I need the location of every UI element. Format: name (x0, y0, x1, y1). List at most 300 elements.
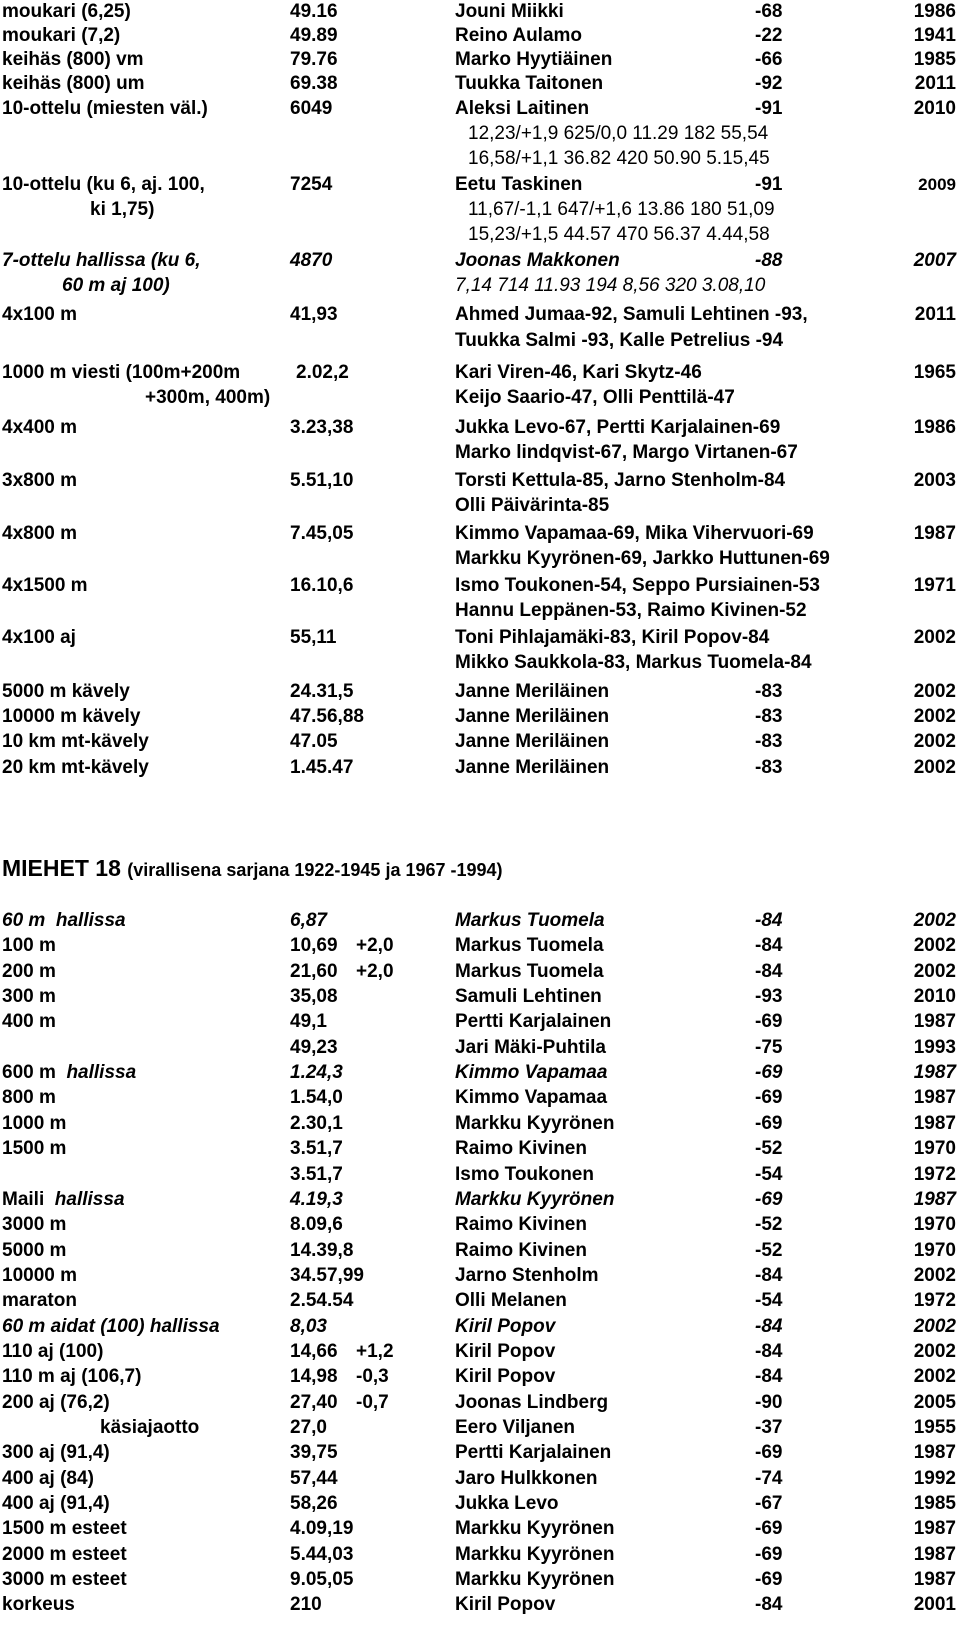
record-year: 1987 (913, 1087, 956, 1108)
event-detail-row (0, 147, 960, 171)
birth-year: -22 (755, 25, 783, 46)
record-result: 8,03 (290, 1316, 327, 1337)
record-result: 21,60 (290, 961, 338, 982)
event-label: käsiajaotto (100, 1417, 200, 1438)
record-row (0, 1010, 960, 1034)
event-name: 7-ottelu hallissa (ku 6, (2, 250, 201, 271)
event-label: 110 m aj (106,7) (2, 1366, 142, 1387)
event-name: 20 km mt-kävely (2, 757, 149, 778)
birth-year: -91 (755, 98, 783, 119)
record-row (0, 1492, 960, 1516)
birth-year: -52 (755, 1214, 783, 1235)
birth-year: -67 (755, 1493, 783, 1514)
event-name (2, 1137, 66, 1161)
event-name: 4x100 m (2, 304, 78, 325)
record-year: 2003 (913, 470, 956, 491)
event-label: 1000 m (2, 1113, 67, 1134)
record-result: 4870 (290, 250, 333, 271)
record-row (0, 249, 960, 273)
record-result: 14.39,8 (290, 1240, 354, 1261)
event-label: 2000 m esteet (2, 1544, 127, 1565)
event-label: 110 aj (100) (2, 1341, 104, 1362)
athlete-name: Raimo Kivinen (455, 1214, 587, 1235)
event-name: 3x800 m (2, 470, 78, 491)
birth-year: -69 (755, 1011, 783, 1032)
birth-year: -52 (755, 1240, 783, 1261)
relay-team-line: Kimmo Vapamaa-69, Mika Vihervuori-69 (455, 523, 814, 544)
event-label: 3000 m esteet (2, 1569, 127, 1590)
relay-row-cont (0, 599, 960, 623)
event-name-cont: 60 m aj 100) (62, 275, 170, 296)
event-name (2, 1593, 75, 1617)
event-label: 5000 m (2, 1240, 67, 1261)
event-name (2, 985, 56, 1009)
event-name: 4x800 m (2, 523, 78, 544)
event-name-cont: ki 1,75) (90, 199, 155, 220)
birth-year: -54 (755, 1164, 783, 1185)
record-year: 1987 (913, 1544, 956, 1565)
record-year: 2002 (913, 627, 956, 648)
record-year: 2005 (913, 1392, 956, 1413)
event-name (2, 909, 126, 933)
event-name (2, 960, 56, 984)
relay-team-line: Markku Kyyrönen-69, Jarkko Huttunen-69 (455, 548, 830, 569)
athlete-name: Kiril Popov (455, 1366, 556, 1387)
record-result: 49.89 (290, 25, 338, 46)
record-result: 34.57,99 (290, 1265, 364, 1286)
event-qualifier: hallissa (54, 1189, 125, 1210)
relay-team-line: Marko lindqvist-67, Margo Virtanen-67 (455, 442, 798, 463)
record-result: 55,11 (290, 627, 337, 648)
record-result: 3.51,7 (290, 1138, 343, 1159)
athlete-name: Eero Viljanen (455, 1417, 576, 1438)
event-name (100, 1416, 199, 1440)
record-result: 1.45.47 (290, 757, 354, 778)
record-row (0, 934, 960, 958)
event-label: maraton (2, 1290, 77, 1311)
record-result: 3.51,7 (290, 1164, 343, 1185)
record-row (0, 1593, 960, 1617)
athlete-name: Markku Kyyrönen (455, 1544, 615, 1565)
birth-year: -69 (755, 1518, 783, 1539)
event-name (2, 1441, 110, 1465)
record-row (0, 1163, 960, 1187)
relay-team-line: Hannu Leppänen-53, Raimo Kivinen-52 (455, 600, 807, 621)
section-title: MIEHET 18 (2, 855, 121, 881)
athlete-name: Raimo Kivinen (455, 1240, 587, 1261)
event-label: 400 aj (84) (2, 1468, 94, 1489)
record-result: 4.19,3 (290, 1189, 343, 1210)
event-name (2, 1112, 66, 1136)
record-year: 1987 (913, 1011, 956, 1032)
relay-row (0, 522, 960, 546)
record-result: 1.54,0 (290, 1087, 343, 1108)
event-label: 1500 m (2, 1138, 67, 1159)
event-name (2, 1213, 66, 1237)
wind-reading: +2,0 (356, 935, 394, 956)
relay-row (0, 361, 960, 385)
event-name (2, 1315, 220, 1339)
record-row (0, 1061, 960, 1085)
record-result: 49,23 (290, 1037, 338, 1058)
relay-row (0, 303, 960, 327)
record-row (0, 960, 960, 984)
record-row (0, 1137, 960, 1161)
event-name (2, 1264, 77, 1288)
athlete-name: Eetu Taskinen (455, 174, 583, 195)
event-name: keihäs (800) vm (2, 49, 144, 70)
event-details: 7,14 714 11.93 194 8,56 320 3.08,10 (455, 275, 766, 296)
event-name (2, 1188, 125, 1212)
record-result: 3.23,38 (290, 417, 354, 438)
record-result: 8.09,6 (290, 1214, 343, 1235)
event-qualifier: hallissa (66, 1062, 137, 1083)
athlete-name: Markku Kyyrönen (455, 1113, 615, 1134)
event-detail-row (0, 122, 960, 146)
record-year: 1985 (913, 49, 956, 70)
birth-year: -83 (755, 706, 783, 727)
record-year: 1965 (913, 362, 956, 383)
relay-team-line: Tuukka Salmi -93, Kalle Petrelius -94 (455, 330, 784, 351)
athlete-name: Janne Meriläinen (455, 757, 610, 778)
athlete-name: Pertti Karjalainen (455, 1442, 612, 1463)
birth-year: -83 (755, 731, 783, 752)
event-label: 60 m aidat (100) hallissa (2, 1316, 220, 1337)
event-name: 4x400 m (2, 417, 78, 438)
relay-row-cont (0, 329, 960, 353)
record-year: 2002 (913, 1265, 956, 1286)
event-label: 200 m (2, 961, 56, 982)
event-label: 300 aj (91,4) (2, 1442, 110, 1463)
athlete-name: Jari Mäki-Puhtila (455, 1037, 606, 1058)
wind-reading: +1,2 (356, 1341, 394, 1362)
record-row (0, 1086, 960, 1110)
record-year: 2002 (913, 706, 956, 727)
record-row (0, 97, 960, 121)
athlete-name: Ismo Toukonen (455, 1164, 594, 1185)
record-row (0, 985, 960, 1009)
birth-year: -69 (755, 1087, 783, 1108)
event-name: 5000 m kävely (2, 681, 130, 702)
event-name (2, 1239, 66, 1263)
athlete-name: Markku Kyyrönen (455, 1189, 615, 1210)
relay-row-cont (0, 651, 960, 675)
record-result: 7.45,05 (290, 523, 354, 544)
relay-team-line: Torsti Kettula-85, Jarno Stenholm-84 (455, 470, 786, 491)
athlete-name: Joonas Lindberg (455, 1392, 609, 1413)
record-row (0, 1365, 960, 1389)
event-name: 10-ottelu (miesten väl.) (2, 98, 208, 119)
relay-row-cont (0, 386, 960, 410)
event-detail-row (0, 274, 960, 298)
record-row (0, 24, 960, 48)
record-result: 39,75 (290, 1442, 338, 1463)
record-year: 2002 (913, 1316, 956, 1337)
birth-year: -52 (755, 1138, 783, 1159)
birth-year: -84 (755, 1341, 783, 1362)
record-year: 2002 (913, 961, 956, 982)
record-row (0, 705, 960, 729)
record-row (0, 1315, 960, 1339)
event-name (2, 1391, 110, 1415)
event-name (2, 1365, 141, 1389)
athlete-name: Marko Hyytiäinen (455, 49, 613, 70)
record-result: 49,1 (290, 1011, 327, 1032)
record-result: 47.56,88 (290, 706, 364, 727)
record-result: 14,66 (290, 1341, 338, 1362)
event-name (2, 1543, 127, 1567)
relay-team-line: Jukka Levo-67, Pertti Karjalainen-69 (455, 417, 781, 438)
record-year: 2011 (914, 73, 956, 94)
record-year: 2002 (913, 731, 956, 752)
wind-reading: -0,3 (356, 1366, 389, 1387)
record-row (0, 1289, 960, 1313)
record-result: 2.54.54 (290, 1290, 354, 1311)
record-year: 1987 (913, 1442, 956, 1463)
record-result: 7254 (290, 174, 333, 195)
record-year: 2002 (913, 1366, 956, 1387)
birth-year: -75 (755, 1037, 783, 1058)
event-label: 3000 m (2, 1214, 67, 1235)
record-year: 1987 (913, 1189, 956, 1210)
record-result: 1.24,3 (290, 1062, 343, 1083)
event-label: 10000 m (2, 1265, 78, 1286)
birth-year: -69 (755, 1442, 783, 1463)
record-year: 2002 (913, 910, 956, 931)
relay-team-line: Toni Pihlajamäki-83, Kiril Popov-84 (455, 627, 770, 648)
record-result: 6049 (290, 98, 333, 119)
record-year: 1987 (913, 1113, 956, 1134)
record-year: 1986 (913, 1, 956, 22)
record-result: 2.02,2 (296, 362, 349, 383)
wind-reading: +2,0 (356, 961, 394, 982)
event-label: 800 m (2, 1087, 56, 1108)
record-row (0, 756, 960, 780)
event-name (2, 1010, 56, 1034)
record-year: 2002 (913, 935, 956, 956)
record-year: 1941 (913, 25, 956, 46)
record-year: 1987 (913, 1518, 956, 1539)
athlete-name: Jouni Miikki (455, 1, 564, 22)
athlete-name: Aleksi Laitinen (455, 98, 590, 119)
record-result: 210 (290, 1594, 322, 1615)
relay-row-cont (0, 494, 960, 518)
event-label: 400 m (2, 1011, 56, 1032)
event-label: korkeus (2, 1594, 75, 1615)
record-row (0, 680, 960, 704)
record-row (0, 1036, 960, 1060)
relay-team-line: Olli Päivärinta-85 (455, 495, 610, 516)
event-label: 200 aj (76,2) (2, 1392, 110, 1413)
record-result: 4.09,19 (290, 1518, 354, 1539)
record-year: 1992 (913, 1468, 956, 1489)
birth-year: -90 (755, 1392, 783, 1413)
birth-year: -66 (755, 49, 783, 70)
record-result: 27,40 (290, 1392, 338, 1413)
relay-row (0, 626, 960, 650)
athlete-name: Markus Tuomela (455, 961, 604, 982)
birth-year: -84 (755, 1594, 783, 1615)
event-name: moukari (7,2) (2, 25, 121, 46)
record-year: 1987 (913, 1569, 956, 1590)
event-details: 11,67/-1,1 647/+1,6 13.86 180 51,09 (468, 199, 775, 220)
athlete-name: Janne Meriläinen (455, 731, 610, 752)
birth-year: -69 (755, 1189, 783, 1210)
athlete-name: Reino Aulamo (455, 25, 583, 46)
event-label: 600 m (2, 1062, 67, 1083)
athlete-name: Kimmo Vapamaa (455, 1087, 608, 1108)
athlete-name: Samuli Lehtinen (455, 986, 602, 1007)
event-label: 1500 m esteet (2, 1518, 127, 1539)
event-name: keihäs (800) um (2, 73, 145, 94)
record-row (0, 1391, 960, 1415)
birth-year: -83 (755, 757, 783, 778)
event-name: 1000 m viesti (100m+200m (2, 362, 241, 383)
record-year: 2001 (913, 1594, 956, 1615)
event-name (2, 1568, 127, 1592)
record-row (0, 0, 960, 24)
record-result: 47.05 (290, 731, 338, 752)
record-result: 14,98 (290, 1366, 338, 1387)
record-result: 49.16 (290, 1, 338, 22)
record-row (0, 48, 960, 72)
athlete-name: Kimmo Vapamaa (455, 1062, 608, 1083)
relay-row-cont (0, 547, 960, 571)
record-year: 2010 (913, 98, 956, 119)
athlete-name: Raimo Kivinen (455, 1138, 587, 1159)
birth-year: -92 (755, 73, 783, 94)
birth-year: -84 (755, 935, 783, 956)
record-result: 16.10,6 (290, 575, 354, 596)
athlete-name: Jukka Levo (455, 1493, 559, 1514)
record-year: 2002 (913, 1341, 956, 1362)
event-name (2, 1086, 56, 1110)
record-result: 9.05,05 (290, 1569, 354, 1590)
event-details: 15,23/+1,5 44.57 470 56.37 4.44,58 (468, 224, 770, 245)
relay-team-line: Mikko Saukkola-83, Markus Tuomela-84 (455, 652, 812, 673)
event-details: 12,23/+1,9 625/0,0 11.29 182 55,54 (468, 123, 769, 144)
relay-row (0, 469, 960, 493)
event-name: moukari (6,25) (2, 1, 131, 22)
record-year: 2007 (913, 250, 956, 271)
record-year: 2010 (913, 986, 956, 1007)
record-year: 1971 (913, 575, 956, 596)
birth-year: -37 (755, 1417, 783, 1438)
record-year: 2009 (918, 175, 956, 194)
relay-team-line: Ismo Toukonen-54, Seppo Pursiainen-53 (455, 575, 820, 596)
record-row (0, 72, 960, 96)
athlete-name: Olli Melanen (455, 1290, 567, 1311)
event-label: Maili (2, 1189, 55, 1210)
athlete-name: Jaro Hulkkonen (455, 1468, 598, 1489)
athlete-name: Markus Tuomela (455, 935, 604, 956)
record-year: 1987 (913, 523, 956, 544)
record-row (0, 1188, 960, 1212)
record-row (0, 173, 960, 197)
record-result: 35,08 (290, 986, 338, 1007)
event-details: 16,58/+1,1 36.82 420 50.90 5.15,45 (468, 148, 770, 169)
section-heading (2, 853, 503, 885)
birth-year: -68 (755, 1, 783, 22)
record-result: 69.38 (290, 73, 338, 94)
birth-year: -84 (755, 1316, 783, 1337)
record-year: 1972 (913, 1290, 956, 1311)
event-name (2, 1289, 77, 1313)
record-result: 2.30,1 (290, 1113, 343, 1134)
athlete-name: Janne Meriläinen (455, 681, 610, 702)
athlete-name: Tuukka Taitonen (455, 73, 604, 94)
record-result: 79.76 (290, 49, 338, 70)
record-year: 2002 (913, 681, 956, 702)
event-label: 60 m hallissa (2, 910, 126, 931)
record-row (0, 1340, 960, 1364)
record-result: 24.31,5 (290, 681, 354, 702)
birth-year: -69 (755, 1113, 783, 1134)
athlete-name: Markku Kyyrönen (455, 1569, 615, 1590)
athlete-name: Joonas Makkonen (455, 250, 620, 271)
record-row (0, 1467, 960, 1491)
birth-year: -83 (755, 681, 783, 702)
birth-year: -84 (755, 1366, 783, 1387)
record-row (0, 1543, 960, 1567)
record-row (0, 1441, 960, 1465)
record-row (0, 1517, 960, 1541)
section-subtitle: (virallisena sarjana 1922-1945 ja 1967 -1994) (127, 860, 503, 880)
birth-year: -91 (755, 174, 783, 195)
record-year: 1987 (913, 1062, 956, 1083)
relay-row (0, 416, 960, 440)
event-name (2, 1467, 94, 1491)
event-name: 4x100 aj (2, 627, 76, 648)
relay-team-line: Kari Viren-46, Kari Skytz-46 (455, 362, 702, 383)
event-name (2, 1517, 127, 1541)
athlete-name: Markku Kyyrönen (455, 1518, 615, 1539)
record-result: 5.51,10 (290, 470, 354, 491)
athlete-name: Markus Tuomela (455, 910, 605, 931)
record-row (0, 1239, 960, 1263)
relay-row-cont (0, 441, 960, 465)
wind-reading: -0,7 (356, 1392, 389, 1413)
record-result: 41,93 (290, 304, 338, 325)
record-year: 1986 (913, 417, 956, 438)
birth-year: -69 (755, 1544, 783, 1565)
record-result: 27,0 (290, 1417, 327, 1438)
athlete-name: Kiril Popov (455, 1594, 556, 1615)
event-name: 10000 m kävely (2, 706, 141, 727)
record-year: 1955 (913, 1417, 956, 1438)
record-year: 1970 (913, 1214, 956, 1235)
record-row (0, 1264, 960, 1288)
athlete-name: Janne Meriläinen (455, 706, 610, 727)
record-row (0, 1112, 960, 1136)
relay-team-line: Ahmed Jumaa-92, Samuli Lehtinen -93, (455, 304, 808, 325)
record-result: 57,44 (290, 1468, 338, 1489)
birth-year: -84 (755, 1265, 783, 1286)
record-result: 6,87 (290, 910, 327, 931)
event-label: 100 m (2, 935, 56, 956)
record-year: 1970 (913, 1138, 956, 1159)
record-row (0, 909, 960, 933)
record-year: 1972 (913, 1164, 956, 1185)
record-year: 1970 (913, 1240, 956, 1261)
record-year: 1993 (913, 1037, 956, 1058)
birth-year: -84 (755, 910, 783, 931)
record-result: 10,69 (290, 935, 338, 956)
event-name: 10 km mt-kävely (2, 731, 149, 752)
record-row (0, 730, 960, 754)
relay-row (0, 574, 960, 598)
record-year: 2002 (913, 757, 956, 778)
